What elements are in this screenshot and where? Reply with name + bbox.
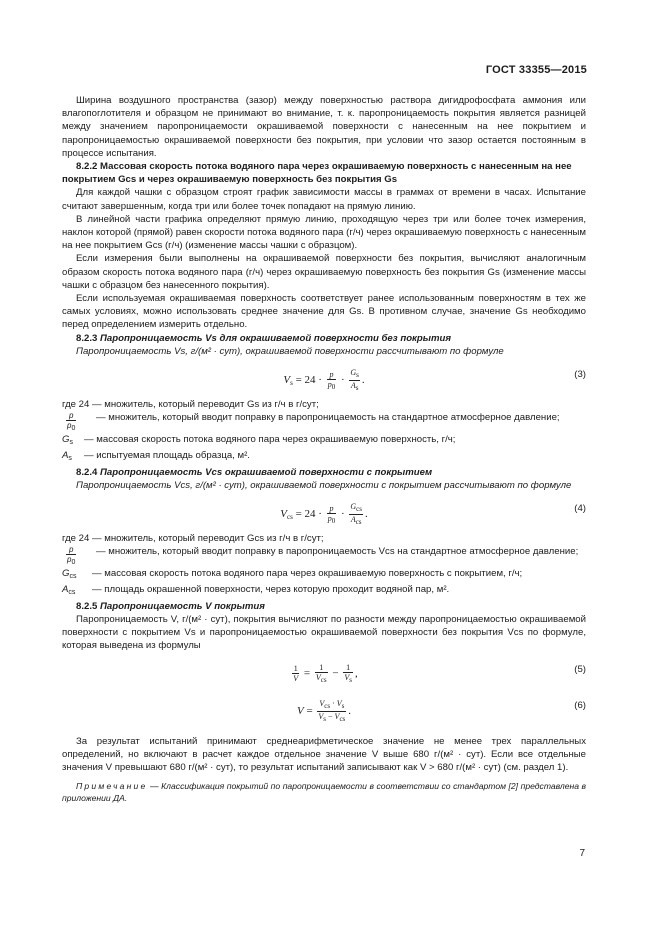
paragraph-uncoated: Если измерения были выполнены на окрашиваемой поверхности без покрытия, вычисляют аналогичным образом скорость потока водяного пара (г/ч) через окрашиваемую поверхность без покрытия Gs (изменение массы чашки с образцом без нанесенного покрытия). [62, 253, 586, 291]
paragraph-air-gap: Ширина воздушного пространства (зазор) между поверхностью раствора дигидрофосфата аммония или влагопоглотителя и образцом не принимают во внимание, т. к. паропроницаемость покрытия является разницей между значением паропроницаемости окрашиваемой поверхности с нанесенным на нее покрытием и паропроницаемостью окрашиваемой поверхности без покрытия, при условии что зазор остается постоянным в процессе испытания. [62, 95, 586, 159]
paragraph-linear-part: В линейной части графика определяют прямую линию, проходящую через три или более точек измерения, наклон которой (прямой) равен скорости потока водяного пара (г/ч) через окрашиваемую поверхность с нанесенным на нее покрытием Gcs (г/ч) (изменение массы чашки с образцом). [62, 213, 586, 252]
formula-3-number: (3) [574, 369, 586, 381]
formula-6 [62, 693, 586, 723]
heading-8-2-4: 8.2.4 Паропроницаемость Vcs окрашиваемой поверхности с покрытием [76, 466, 433, 478]
document-body [62, 94, 586, 804]
formula-3-expression: $V_s = 24$ · $\frac{p}{p0}$ · $\frac{Gs}{As}$ . [283, 368, 365, 393]
definition-acs: $A_{cs}$ — площадь окрашенной поверхности, через которую проходит водяной пар, м². [62, 584, 450, 597]
definition-24-gs: где 24 — множитель, который переводит Gs из г/ч в г/сут; [62, 399, 319, 411]
note-text: — Классификация покрытий по паропроницаемости в соответствии со стандартом [2] представлена в приложении ДА. [62, 781, 586, 804]
page-number: 7 [579, 848, 585, 859]
heading-8-2-3: 8.2.3 Паропроницаемость Vs для окрашиваемой поверхности без покрытия [76, 332, 452, 344]
note [62, 780, 586, 804]
paragraph-v-formula-intro: Паропроницаемость V, г/(м² · сут), покрытия вычисляют по разности между паропроницаемостью окрашиваемой поверхности с покрытием Vs и паропроницаемостью окрашиваемой поверхности без покрытия Vcs по формуле, которая выведена из формулы [62, 613, 586, 652]
formula-4-number: (4) [574, 503, 586, 515]
heading-8-2-5: 8.2.5 Паропроницаемость V покрытия [76, 600, 265, 612]
formula-5-expression: $\frac{1}{V}$ = $\frac{1}{\text{Vcs}}$ − $\frac{1}{Vs}$ , [293, 662, 358, 684]
paragraph-average: Если используемая окрашиваемая поверхность соответствует ранее использованным поверхностям в тех же самых условиях, можно использовать среднее значение для Gs. В противном случае, значение Gs необходимо перед определением измерить отдельно. [62, 293, 586, 331]
heading-8-2-2: 8.2.2 Массовая скорость потока водяного пара через окрашиваемую поверхность с нанесенным на нее покрытием Gcs и через окрашиваемую поверхность без покрытия Gs [62, 161, 572, 186]
note-label: Примечание [76, 781, 148, 792]
definition-gcs: $G_{cs}$ — массовая скорость потока водяного пара через окрашиваемую поверхность с покрытием, г/ч; [62, 568, 523, 581]
formula-4-expression: $V_{cs} = 24$ · $\frac{p}{p0}$ · $\frac{\text{Gcs}}{\text{Acs}}$ . [280, 502, 368, 527]
definition-gs: $G_s$ — массовая скорость потока водяного пара через окрашиваемую поверхность, г/ч; [62, 434, 456, 447]
paragraph-vcs-formula-intro: Паропроницаемость Vcs, г/(м² · сут), окрашиваемой поверхности с покрытием рассчитывают по формуле [76, 479, 572, 491]
paragraph-graph: Для каждой чашки с образцом строят график зависимости массы в граммах от времени в часах. Испытание считают завершенным, когда три или более точек попадают на прямую линию. [62, 187, 586, 212]
definition-24-gcs: где 24 — множитель, который переводит Gcs из г/ч в г/сут; [62, 533, 324, 545]
standard-header: ГОСТ 33355—2015 [485, 64, 587, 76]
definition-pressure-factor-vcs: $\frac{p}{p0}$ — множитель, который вводит поправку в паропроницаемость Vcs на стандартное атмосферное давление; [67, 545, 579, 567]
definition-as: $A_s$ — испытуемая площадь образца, м². [62, 450, 250, 463]
paragraph-result: За результат испытаний принимают среднеарифметическое значение не менее трех параллельных определений, но включают в расчет каждое отдельное значение V выше 680 г/(м² · сут). Если все отдельные значения V превышают 680 г/(м² · сут), то результат испытаний записывают как V > 680 г/(м² · сут) (см. раздел 1). [62, 735, 586, 773]
formula-6-expression: V = $\frac{\text{Vcs · Vs}}{\text{Vs − Vcs}}$ . [296, 698, 352, 723]
paragraph-vs-formula-intro: Паропроницаемость Vs, г/(м² · сут), окрашиваемой поверхности рассчитывают по формуле [76, 345, 504, 357]
formula-5-number: (5) [574, 663, 586, 675]
formula-5 [62, 657, 586, 687]
definition-pressure-factor: $\frac{p}{p0}$ — множитель, который вводит поправку в паропроницаемость на стандартное атмосферное давление; [67, 411, 560, 433]
formula-6-number: (6) [574, 699, 586, 711]
formula-4 [62, 496, 586, 526]
formula-3 [62, 362, 586, 392]
